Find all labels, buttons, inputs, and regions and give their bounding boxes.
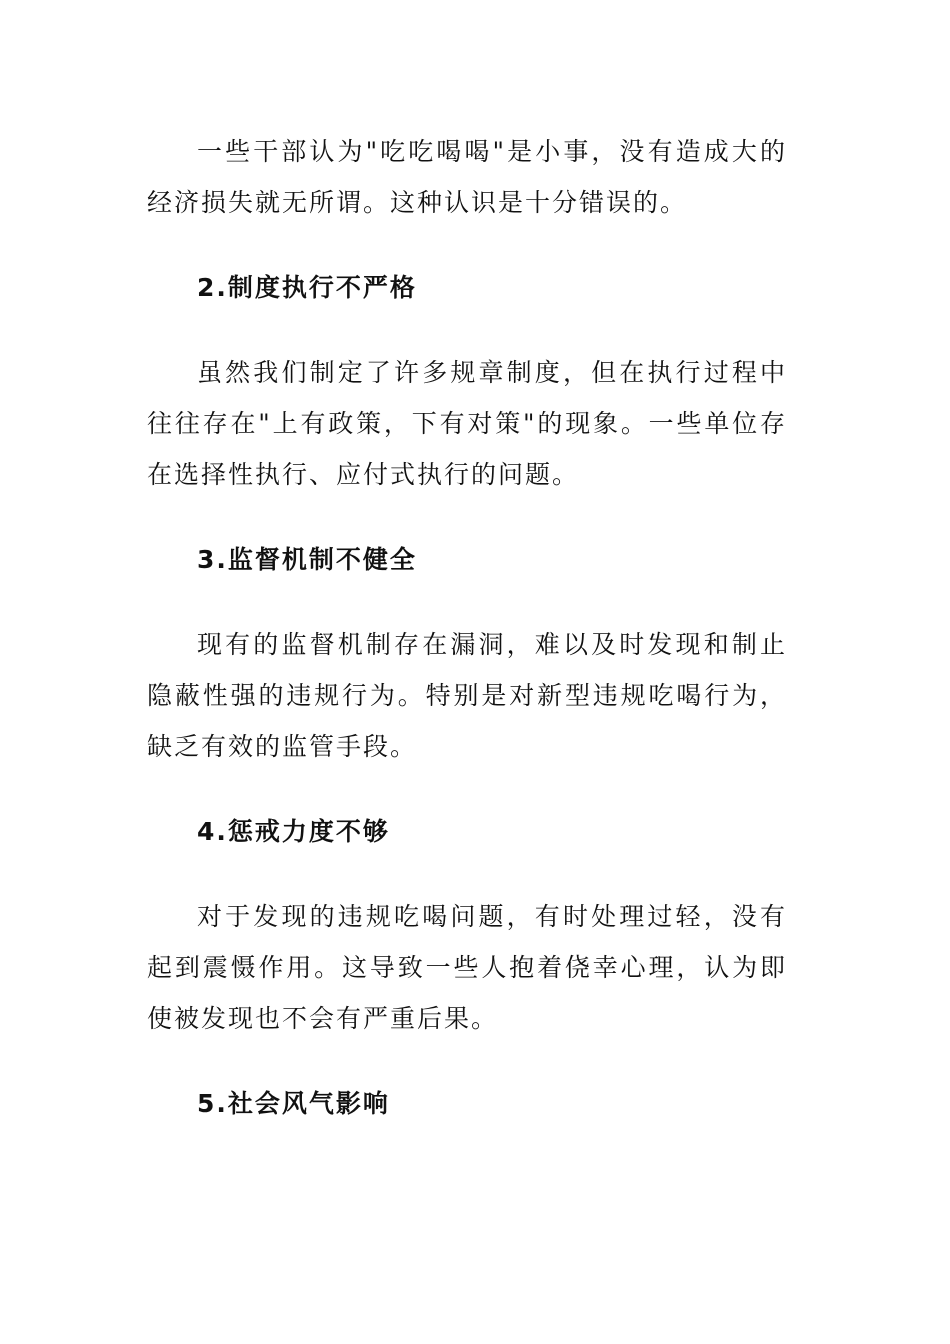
paragraph-enforcement: 虽然我们制定了许多规章制度，但在执行过程中往往存在"上有政策，下有对策"的现象。一些单位存在选择性执行、应付式执行的问题。 bbox=[147, 358, 787, 489]
paragraph-punishment: 对于发现的违规吃喝问题，有时处理过轻，没有起到震慑作用。这导致一些人抱着侥幸心理，认为即使被发现也不会有严重后果。 bbox=[147, 902, 787, 1033]
paragraph-spacing bbox=[147, 1044, 787, 1078]
document-body bbox=[147, 126, 787, 1129]
heading-spacing bbox=[147, 313, 787, 347]
paragraph-supervision: 现有的监督机制存在漏洞，难以及时发现和制止隐蔽性强的违规行为。特别是对新型违规吃喝行为，缺乏有效的监管手段。 bbox=[147, 630, 787, 761]
section-heading-3: 3.监督机制不健全 bbox=[197, 545, 417, 574]
paragraph-spacing bbox=[147, 228, 787, 262]
heading-spacing bbox=[147, 585, 787, 619]
section-heading-4: 4.惩戒力度不够 bbox=[197, 817, 390, 846]
section-heading-5: 5.社会风气影响 bbox=[197, 1089, 390, 1118]
paragraph-misconception: 一些干部认为"吃吃喝喝"是小事，没有造成大的经济损失就无所谓。这种认识是十分错误的。 bbox=[147, 137, 787, 217]
paragraph-spacing bbox=[147, 772, 787, 806]
section-heading-2: 2.制度执行不严格 bbox=[197, 273, 417, 302]
paragraph-spacing bbox=[147, 500, 787, 534]
heading-spacing bbox=[147, 857, 787, 891]
